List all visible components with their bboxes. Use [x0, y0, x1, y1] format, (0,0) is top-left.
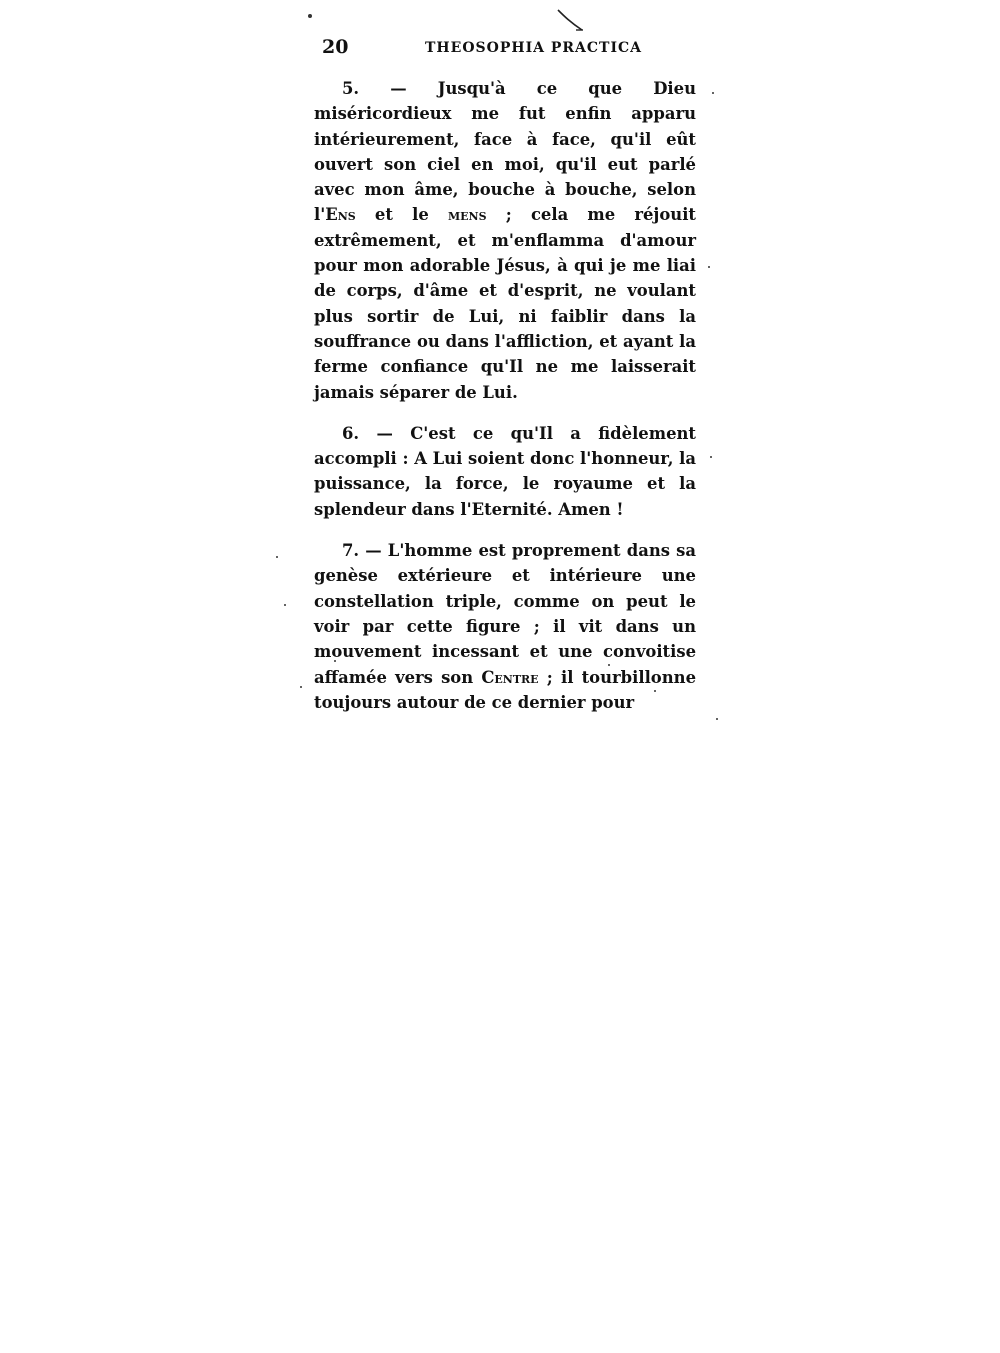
- paragraph-7-text-b: ; il tourbillonne toujours autour de ce dernier pour: [314, 667, 696, 712]
- dust-speck: [300, 686, 302, 688]
- running-title: THEOSOPHIA PRACTICA: [425, 40, 642, 56]
- paragraph-5-text-a: 5. — Jusqu'à ce que Dieu miséricordieux me fut enfin apparu intérieurement, face à face, qu'il eût ouvert son ciel en moi, qu'il eut parlé avec mon âme, bouche à bouche, selon l': [314, 79, 696, 225]
- paragraph-7-text-a: 7. — L'homme est proprement dans sa genèse extérieure et intérieure une constellation triple, comme on peut le voir par cette figure ; il vit dans un mouvement incessant et une convoitise affamée vers son: [314, 541, 696, 687]
- paragraph-5-text-b: et le: [355, 205, 448, 225]
- small-caps-mens: mens: [447, 205, 487, 225]
- dust-speck: [284, 604, 286, 606]
- dust-speck: [276, 556, 278, 558]
- dust-speck: [712, 92, 714, 94]
- dust-speck: [710, 456, 712, 458]
- page-header: [322, 36, 704, 62]
- paragraph-6: 6. — C'est ce qu'Il a fidèlement accompli : A Lui soient donc l'honneur, la puissance, la force, le royaume et la splendeur dans l'Eternité. Amen !: [314, 423, 697, 519]
- small-caps-ens: Ens: [325, 205, 356, 225]
- paragraph-5-text-c: ; cela me réjouit extrêmement, et m'enflamma d'amour pour mon adorable Jésus, à qui je me liai de corps, d'âme et d'esprit, ne voulant plus sortir de Lui, ni faiblir dans la souffrance ou dans l'affliction, et ayant la ferme confiance qu'Il ne me laisserait jamais séparer de Lui.: [314, 205, 696, 402]
- small-caps-centre: Centre: [481, 667, 539, 687]
- paragraph-5: [314, 76, 696, 405]
- paragraph-7: [314, 538, 696, 715]
- scan-mark: [556, 8, 586, 34]
- page-number: 20: [322, 36, 349, 58]
- dust-speck: [716, 718, 718, 720]
- dust-speck: [708, 266, 710, 268]
- dust-speck: [308, 14, 312, 18]
- body-text: [314, 76, 696, 731]
